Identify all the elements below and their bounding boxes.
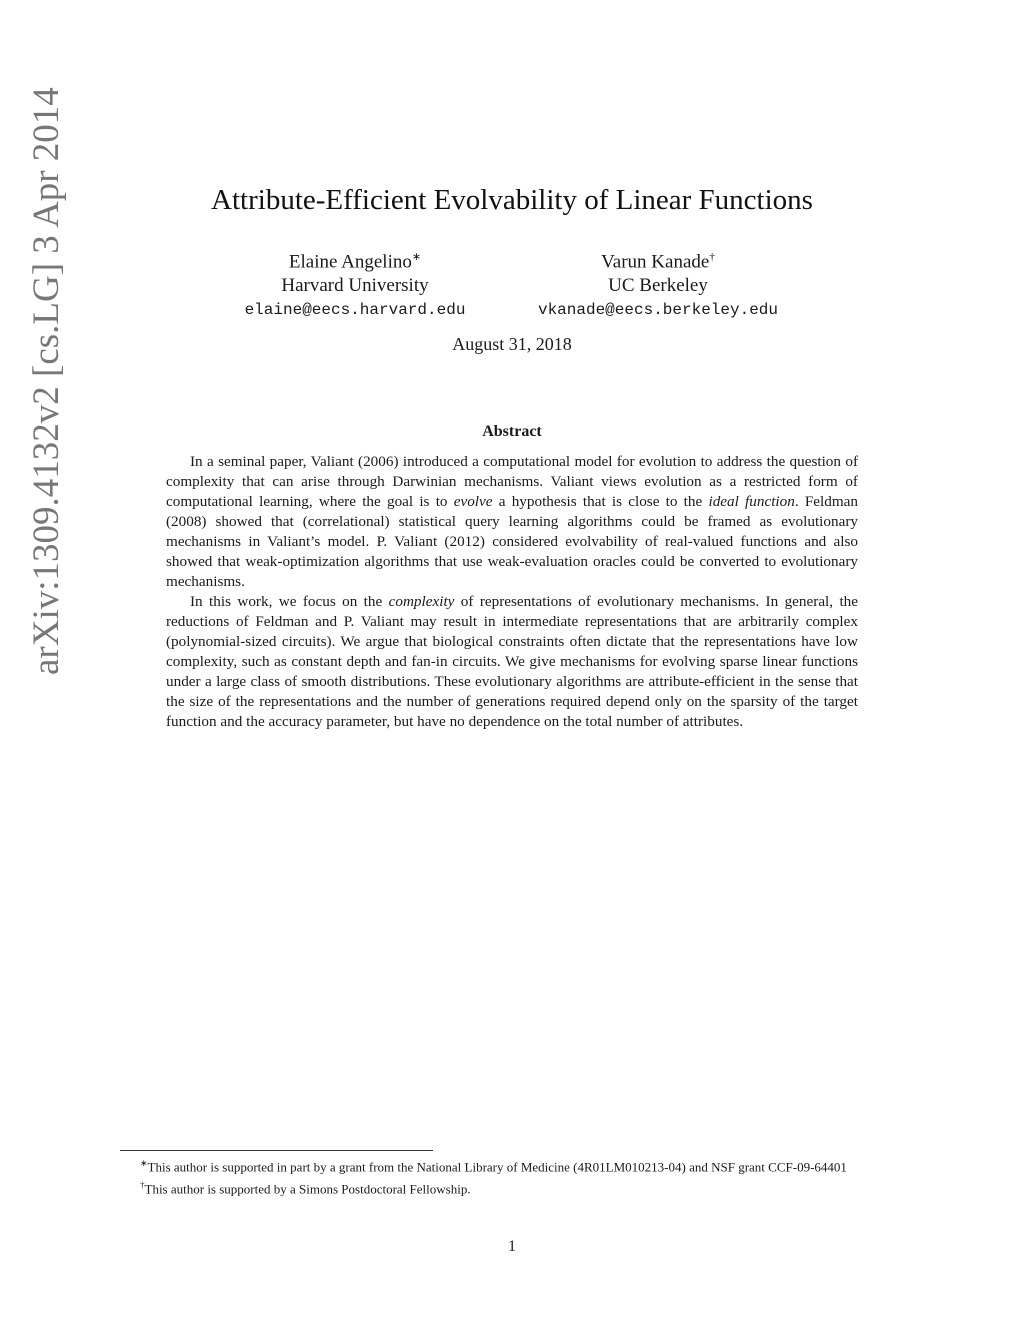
author-footnote-mark: † xyxy=(709,251,715,263)
author-name: Elaine Angelino xyxy=(288,251,412,273)
paper-title: Attribute-Efficient Evolvability of Linear Functions xyxy=(211,184,813,216)
footnotes xyxy=(120,1154,910,1199)
footnote-rule xyxy=(120,1150,433,1151)
author-name: Varun Kanade xyxy=(601,251,710,273)
abstract-paragraph-2: In this work, we focus on the complexity of representations of evolutionary mechanisms. In general, the reductions of Feldman and P. Valiant may result in intermediate representations that are arbitrarily complex (polynomial-sized circuits). We argue that biological constraints often dictate that the representations have low complexity, such as constant depth and fan-in circuits. We give mechanisms for evolving sparse linear functions under a large class of smooth distributions. These evolutionary algorithms are attribute-efficient in the sense that the size of the representations and the number of generations required depend only on the sparsity of the target function and the accuracy parameter, but have no dependence on the total number of attributes. xyxy=(166,593,859,730)
author-email: elaine@eecs.harvard.edu xyxy=(244,301,466,320)
page-number: 1 xyxy=(508,1238,516,1255)
footnote-2: †This author is supported by a Simons Postdoctoral Fellowship. xyxy=(140,1180,471,1197)
author-affiliation: Harvard University xyxy=(281,275,429,297)
emphasis-ideal-function: ideal function xyxy=(708,493,795,510)
abstract-heading: Abstract xyxy=(482,423,542,440)
author-affiliation: UC Berkeley xyxy=(608,275,708,297)
paper-date: August 31, 2018 xyxy=(452,334,572,354)
arxiv-side-stamp: arXiv:1309.4132v2 [cs.LG] 3 Apr 2014 xyxy=(26,87,67,675)
author-email: vkanade@eecs.berkeley.edu xyxy=(537,301,779,320)
abstract-paragraph-1: In a seminal paper, Valiant (2006) introduced a computational model for evolution to address the question of complexity that can arise through Darwinian mechanisms. Valiant views evolution as a restricted form of computational learning, where the goal is to evolve a hypothesis that is close to the ideal function. Feldman (2008) showed that (correlational) statistical query learning algorithms could be framed as evolutionary mechanisms in Valiant’s model. P. Valiant (2012) considered evolvability of real-valued functions and also showed that weak-optimization algorithms that use weak-evaluation oracles could be converted to evolutionary mechanisms. xyxy=(166,453,859,590)
abstract-body xyxy=(166,452,858,732)
emphasis-evolve: evolve xyxy=(453,493,493,510)
author-footnote-mark: ∗ xyxy=(411,251,422,263)
emphasis-complexity: complexity xyxy=(388,593,455,610)
author-block-2 xyxy=(478,245,838,322)
footnote-1: ∗This author is supported in part by a grant from the National Library of Medicine (4R01LM010213-04) and NSF grant CCF-09-64401 xyxy=(140,1158,847,1175)
